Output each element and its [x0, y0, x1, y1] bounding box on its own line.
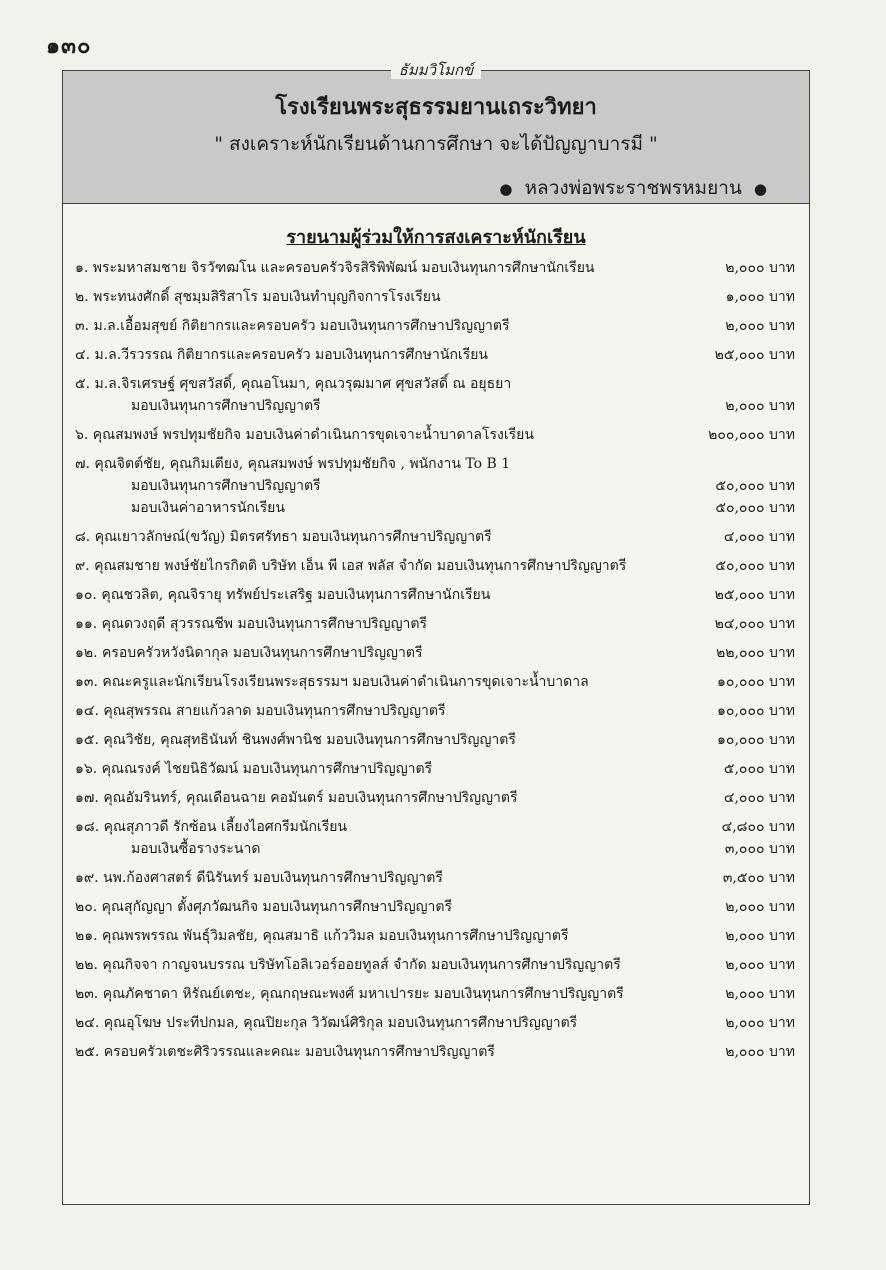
- donor-description: [75, 555, 695, 577]
- donor-amount: ๒,๐๐๐ บาท: [725, 928, 795, 944]
- bullet-icon: ●: [753, 180, 767, 198]
- donor-description: [75, 954, 695, 976]
- list-item: [75, 555, 795, 577]
- donor-amount: ๒๕,๐๐๐ บาท: [714, 587, 795, 603]
- donor-text: ๑๓. คณะครูและนักเรียนโรงเรียนพระสุธรรมฯ มอบเงินค่าดำเนินการขุดเจาะน้ำบาดาล: [75, 674, 589, 690]
- donor-description: [75, 315, 695, 337]
- list-item: [75, 613, 795, 635]
- list-item: [75, 526, 795, 548]
- list-item: [75, 729, 795, 751]
- donor-amount: ๒,๐๐๐ บาท: [725, 986, 795, 1002]
- donor-text: ๑๕. คุณวิชัย, คุณสุทธินันท์ ชินพงศ์พานิช มอบเงินทุนการศึกษาปริญญาตรี: [75, 732, 516, 748]
- donor-description: [75, 758, 695, 780]
- donor-text: ๑๒. ครอบครัวหวังนิดากุล มอบเงินทุนการศึกษาปริญญาตรี: [75, 645, 423, 661]
- donor-text: ๒๓. คุณภัคชาดา หิรัณย์เตชะ, คุณกฤษณะพงศ์ มหาเปารยะ มอบเงินทุนการศึกษาปริญญาตรี: [75, 986, 624, 1002]
- donor-text: ๑๑. คุณดวงฤดี สุวรรณชีพ มอบเงินทุนการศึกษาปริญญาตรี: [75, 616, 428, 632]
- bullet-icon: ●: [499, 180, 513, 198]
- list-item: [75, 954, 795, 976]
- list-item: [75, 896, 795, 918]
- donor-amount: ๕๐,๐๐๐ บาท: [715, 558, 795, 574]
- donor-amount: ๕๐,๐๐๐ บาท: [715, 478, 795, 494]
- donor-amounts: [695, 758, 795, 780]
- donor-amount: ๑๐,๐๐๐ บาท: [717, 703, 795, 719]
- donor-text: ๑๔. คุณสุพรรณ สายแก้วลาด มอบเงินทุนการศึกษาปริญญาตรี: [75, 703, 446, 719]
- list-item: [75, 286, 795, 308]
- list-item: [75, 315, 795, 337]
- donor-amount: ๒,๐๐๐ บาท: [725, 957, 795, 973]
- donor-description: [75, 925, 695, 947]
- donor-text: ๗. คุณจิตต์ชัย, คุณกิมเตียง, คุณสมพงษ์ พรปทุมชัยกิจ , พนักงาน To B 1: [75, 456, 511, 472]
- donor-text: ๓. ม.ล.เอื้อมสุขย์ กิติยากรและครอบครัว มอบเงินทุนการศึกษาปริญญาตรี: [75, 318, 510, 334]
- donor-amount: ๑๐,๐๐๐ บาท: [717, 674, 795, 690]
- donor-amounts: [695, 584, 795, 606]
- donor-amounts: [695, 1012, 795, 1034]
- list-item: [75, 816, 795, 860]
- list-item: [75, 700, 795, 722]
- donor-amounts: [695, 816, 795, 860]
- donor-amounts: [695, 257, 795, 279]
- donor-amounts: [695, 1041, 795, 1063]
- donor-amount: ๕๐,๐๐๐ บาท: [715, 500, 795, 516]
- donor-amount: ๕,๐๐๐ บาท: [723, 761, 795, 777]
- donor-text: ๑๖. คุณณรงค์ ไชยนิธิวัฒน์ มอบเงินทุนการศึกษาปริญญาตรี: [75, 761, 433, 777]
- donor-amount: ๒,๐๐๐ บาท: [725, 1044, 795, 1060]
- donor-amount: ๒,๐๐๐ บาท: [725, 260, 795, 276]
- donor-description: [75, 896, 695, 918]
- donor-subtext: มอบเงินค่าอาหารนักเรียน: [131, 500, 285, 516]
- donor-text: ๘. คุณเยาวลักษณ์(ขวัญ) มิตรศรัทธา มอบเงินทุนการศึกษาปริญญาตรี: [75, 529, 492, 545]
- author-name: หลวงพ่อพระราชพรหมยาน: [524, 177, 742, 199]
- section-title-wrap: [63, 58, 809, 82]
- donor-amount: ๒๐๐,๐๐๐ บาท: [708, 427, 795, 443]
- donor-amount: ๒๒,๐๐๐ บาท: [716, 645, 795, 661]
- donor-amount: ๒๕,๐๐๐ บาท: [714, 347, 795, 363]
- donor-description: [75, 700, 695, 722]
- donor-text: ๑๗. คุณอัมรินทร์, คุณเดือนฉาย คอมันตร์ มอบเงินทุนการศึกษาปริญญาตรี: [75, 790, 518, 806]
- donor-text: ๒๕. ครอบครัวเตชะศิริวรรณและคณะ มอบเงินทุนการศึกษาปริญญาตรี: [75, 1044, 495, 1060]
- donor-text: ๖. คุณสมพงษ์ พรปทุมชัยกิจ มอบเงินค่าดำเนินการขุดเจาะน้ำบาดาลโรงเรียน: [75, 427, 534, 443]
- donor-amounts: [695, 787, 795, 809]
- donor-description: [75, 816, 695, 860]
- donor-amount: ๒,๐๐๐ บาท: [725, 1015, 795, 1031]
- donor-amount: ๒,๐๐๐ บาท: [725, 899, 795, 915]
- donor-amounts: [695, 671, 795, 693]
- donor-amounts: [695, 642, 795, 664]
- donor-description: [75, 373, 695, 417]
- donor-subtext: มอบเงินทุนการศึกษาปริญญาตรี: [131, 398, 321, 414]
- list-item: [75, 257, 795, 279]
- donor-amounts: [695, 925, 795, 947]
- list-item: [75, 642, 795, 664]
- donor-description: [75, 729, 695, 751]
- donor-amounts: [695, 286, 795, 308]
- donor-description: [75, 613, 695, 635]
- donor-text: ๕. ม.ล.จิรเศรษฐ์ ศุขสวัสดิ์, คุณอโนมา, คุณวรุฒมาศ ศุขสวัสดิ์ ณ อยุธยา: [75, 376, 512, 392]
- header-banner: [63, 61, 809, 204]
- donor-amounts: [695, 373, 795, 417]
- donor-amount: ๒๔,๐๐๐ บาท: [714, 616, 795, 632]
- donor-amounts: [695, 424, 795, 446]
- donor-amount: ๓,๐๐๐ บาท: [724, 841, 795, 857]
- list-item: [75, 983, 795, 1005]
- list-item: [75, 867, 795, 889]
- donor-subtext: มอบเงินทุนการศึกษาปริญญาตรี: [131, 478, 321, 494]
- donor-amount: ๑,๐๐๐ บาท: [725, 289, 795, 305]
- donor-description: [75, 787, 695, 809]
- donor-amount: ๔,๘๐๐ บาท: [721, 819, 795, 835]
- list-item: [75, 758, 795, 780]
- donor-text: ๒. พระทนงศักดิ์ สุชมฺมสิริสาโร มอบเงินทำบุญกิจการโรงเรียน: [75, 289, 441, 305]
- section-title: ธัมมวิโมกข์: [391, 61, 482, 79]
- donor-amount: ๓,๕๐๐ บาท: [722, 870, 795, 886]
- list-item: [75, 1041, 795, 1063]
- donor-description: [75, 286, 695, 308]
- donor-text: ๒๑. คุณพรพรรณ พันธุ์วิมลชัย, คุณสมาธิ แก้ววิมล มอบเงินทุนการศึกษาปริญญาตรี: [75, 928, 569, 944]
- donor-amounts: [695, 453, 795, 519]
- donor-list: [75, 257, 795, 1070]
- donor-amount: ๒,๐๐๐ บาท: [725, 398, 795, 414]
- list-item: [75, 925, 795, 947]
- donor-subtext: มอบเงินซื้อรางระนาด: [131, 841, 261, 857]
- donor-text: ๑๘. คุณสุภาวดี รักซ้อน เลี้ยงไอศกรีมนักเรียน: [75, 819, 347, 835]
- donor-amounts: [695, 983, 795, 1005]
- donor-amounts: [695, 526, 795, 548]
- donor-description: [75, 867, 695, 889]
- donor-description: [75, 584, 695, 606]
- motto: " สงเคราะห์นักเรียนด้านการศึกษา จะได้ปัญญาบารมี ": [214, 133, 658, 155]
- list-item: [75, 344, 795, 366]
- donor-text: ๑๐. คุณชวลิต, คุณจิรายุ ทรัพย์ประเสริฐ มอบเงินทุนการศึกษานักเรียน: [75, 587, 491, 603]
- donor-description: [75, 671, 695, 693]
- donor-amounts: [695, 315, 795, 337]
- donor-amount: ๒,๐๐๐ บาท: [725, 318, 795, 334]
- list-item: [75, 424, 795, 446]
- donor-description: [75, 983, 695, 1005]
- donor-amounts: [695, 344, 795, 366]
- donor-text: ๑๙. นพ.ก้องศาสตร์ ดีนิรันทร์ มอบเงินทุนการศึกษาปริญญาตรี: [75, 870, 443, 886]
- document-frame: [62, 61, 810, 1205]
- donor-amounts: [695, 700, 795, 722]
- donor-text: ๒๐. คุณสุกัญญา ตั้งศุภวัฒนกิจ มอบเงินทุนการศึกษาปริญญาตรี: [75, 899, 453, 915]
- donor-amounts: [695, 555, 795, 577]
- donor-amounts: [695, 613, 795, 635]
- list-item: [75, 373, 795, 417]
- donor-text: ๒๒. คุณกิจจา กาญจนบรรณ บริษัทโอลิเวอร์ออยทูลส์ จำกัด มอบเงินทุนการศึกษาปริญญาตรี: [75, 957, 621, 973]
- donor-description: [75, 344, 695, 366]
- donor-amounts: [695, 867, 795, 889]
- list-title: รายนามผู้ร่วมให้การสงเคราะห์นักเรียน: [286, 227, 586, 248]
- donor-text: ๑. พระมหาสมชาย จิรวัฑฒโน และครอบครัวจิรสิริพิพัฒน์ มอบเงินทุนการศึกษานักเรียน: [75, 260, 595, 276]
- page-number: ๑๓๐: [46, 33, 92, 59]
- donor-amount: ๔,๐๐๐ บาท: [723, 790, 795, 806]
- donor-description: [75, 526, 695, 548]
- donor-description: [75, 453, 695, 519]
- donor-description: [75, 424, 695, 446]
- donor-amounts: [695, 954, 795, 976]
- donor-description: [75, 257, 695, 279]
- donor-amount: ๔,๐๐๐ บาท: [723, 529, 795, 545]
- school-name: โรงเรียนพระสุธรรมยานเถระวิทยา: [275, 94, 597, 120]
- donor-text: ๒๔. คุณอุโฆษ ประทีปกมล, คุณปิยะกุล วิวัฒน์ศิริกุล มอบเงินทุนการศึกษาปริญญาตรี: [75, 1015, 578, 1031]
- donor-description: [75, 1041, 695, 1063]
- donor-description: [75, 642, 695, 664]
- list-item: [75, 787, 795, 809]
- donor-amounts: [695, 729, 795, 751]
- list-item: [75, 453, 795, 519]
- list-item: [75, 671, 795, 693]
- donor-description: [75, 1012, 695, 1034]
- list-item: [75, 1012, 795, 1034]
- author-line: [493, 173, 773, 203]
- donor-amount: ๑๐,๐๐๐ บาท: [717, 732, 795, 748]
- donor-amounts: [695, 896, 795, 918]
- donor-text: ๙. คุณสมชาย พงษ์ชัยไกรกิตติ บริษัท เอ็น พี เอส พลัส จำกัด มอบเงินทุนการศึกษาปริญญาตรี: [75, 558, 627, 574]
- list-item: [75, 584, 795, 606]
- donor-text: ๔. ม.ล.วีรวรรณ กิติยากรและครอบครัว มอบเงินทุนการศึกษานักเรียน: [75, 347, 488, 363]
